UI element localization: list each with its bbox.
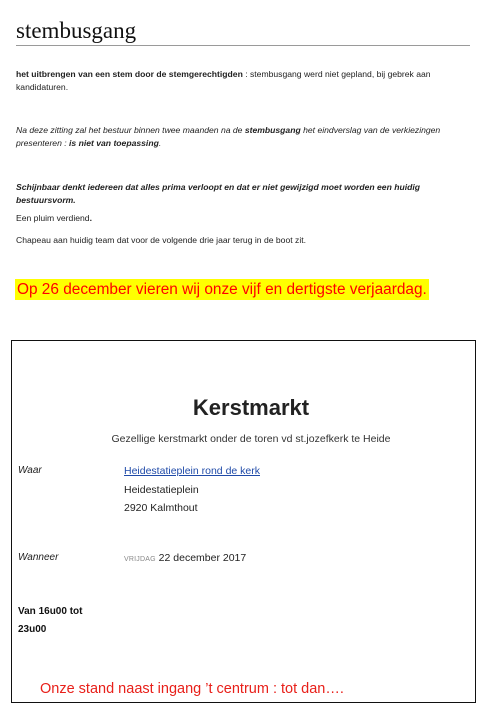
when-day: VRIJDAG	[124, 556, 156, 563]
event-footer: Onze stand naast ingang ’t centrum : tot dan….	[40, 681, 344, 697]
paragraph-text: het eindverslag van de verkiezingen presenteren :	[16, 125, 441, 148]
bold-phrase: .	[89, 213, 92, 223]
bold-phrase: is niet van toepassing	[69, 138, 159, 148]
paragraph-pluim	[16, 212, 476, 225]
anniversary-highlight: Op 26 december vieren wij onze vijf en dertigste verjaardag.	[17, 281, 427, 298]
event-title: Kerstmarkt	[192, 395, 310, 420]
bold-phrase: stembusgang	[244, 125, 301, 135]
when-date: 22 december 2017	[158, 552, 247, 564]
paragraph-chapeau: Chapeau aan huidig team dat voor de volgende drie jaar terug in de boot zit.	[16, 235, 306, 245]
where-link[interactable]	[124, 465, 260, 477]
time-line-2: 23u00	[18, 624, 47, 635]
page-title: stembusgang	[16, 18, 470, 46]
bold-phrase: het uitbrengen van een stem door de stemgerechtigden	[16, 69, 243, 79]
where-city: 2920 Kalmthout	[124, 502, 198, 514]
where-label: Waar	[18, 465, 42, 476]
paragraph-eindverslag	[16, 124, 476, 150]
time-line-1: Van 16u00 tot	[18, 606, 83, 617]
paragraph-text: Een pluim verdiend	[16, 213, 90, 223]
paragraph-text: Na deze zitting zal het bestuur binnen twee maanden na de	[16, 125, 245, 135]
event-subtitle: Gezellige kerstmarkt onder de toren vd st.jozefkerk te Heide	[111, 433, 391, 445]
when-value	[124, 552, 246, 564]
where-street: Heidestatieplein	[124, 484, 199, 496]
paragraph-schijnbaar: Schijnbaar denkt iedereen dat alles prima verloopt en dat er niet gewijzigd moet worden een huidig bestuursvorm.	[16, 182, 420, 205]
location-link[interactable]: Heidestatieplein rond de kerk	[124, 465, 260, 477]
paragraph-stembusgang	[16, 68, 476, 94]
paragraph-text: .	[158, 138, 162, 148]
paragraph-text: : stembusgang werd niet gepland, bij gebrek aan kandidaturen.	[16, 69, 431, 92]
when-label: Wanneer	[18, 552, 59, 563]
